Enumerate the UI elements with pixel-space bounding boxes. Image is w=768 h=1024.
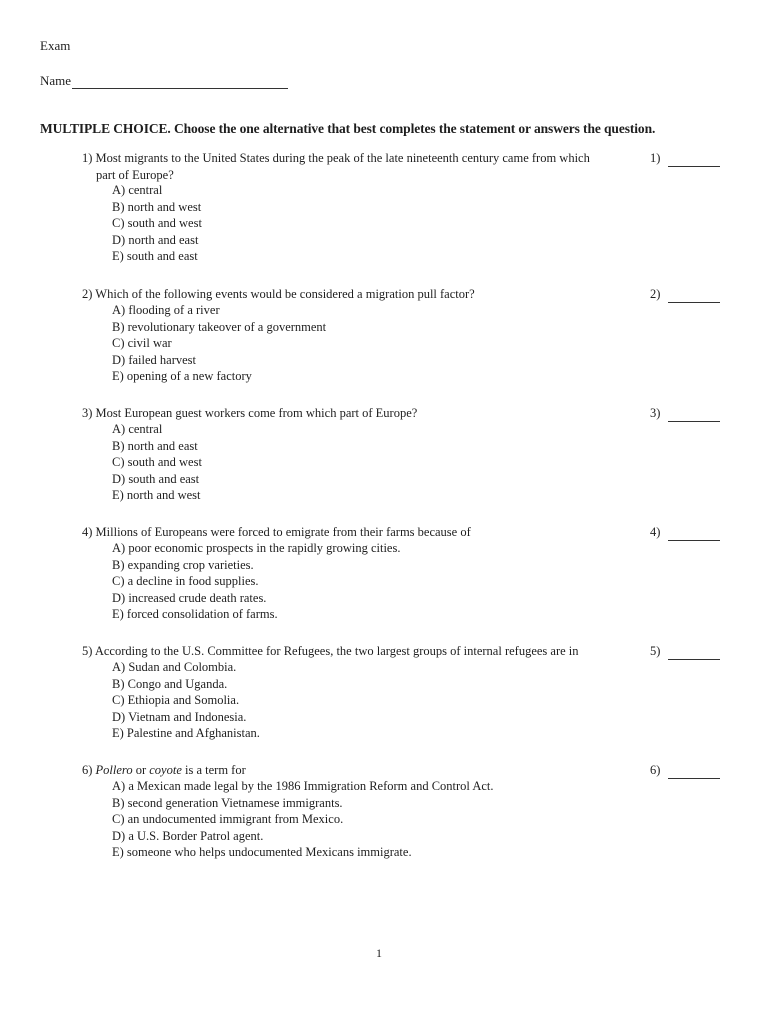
answer-number: 6) (650, 763, 661, 777)
choice-e[interactable]: E) someone who helps undocumented Mexicans immigrate. (112, 845, 412, 860)
choice-list (112, 540, 400, 623)
choice-list (112, 778, 494, 861)
choice-c[interactable]: C) civil war (112, 336, 172, 351)
name-label: Name (40, 73, 72, 88)
question-stem-line: 4) Millions of Europeans were forced to emigrate from their farms because of (82, 525, 471, 539)
choice-a[interactable]: A) central (112, 422, 163, 436)
choice-b[interactable]: B) Congo and Uganda. (112, 676, 228, 691)
name-row (40, 73, 288, 89)
choice-list (112, 182, 202, 265)
choice-d[interactable]: D) north and east (112, 232, 199, 247)
choice-list (112, 659, 260, 742)
choice-a[interactable]: A) flooding of a river (112, 303, 220, 317)
answer-number: 1) (650, 151, 661, 165)
choice-c[interactable]: C) south and west (112, 216, 202, 231)
choice-c[interactable]: C) an undocumented immigrant from Mexico. (112, 812, 344, 827)
answer-line[interactable] (668, 766, 720, 779)
answer-number: 4) (650, 525, 661, 539)
choice-d[interactable]: D) failed harvest (112, 352, 196, 367)
choice-list (112, 421, 202, 504)
term-coyote: coyote (149, 763, 182, 777)
answer-line[interactable] (668, 154, 720, 167)
choice-e[interactable]: E) Palestine and Afghanistan. (112, 726, 260, 741)
question-stem-line: 5) According to the U.S. Committee for Refugees, the two largest groups of internal refugees are in (82, 644, 579, 658)
choice-b[interactable]: B) expanding crop varieties. (112, 557, 254, 572)
answer-line[interactable] (668, 290, 720, 303)
question-stem (82, 643, 642, 660)
choice-list (112, 302, 326, 385)
choice-d[interactable]: D) Vietnam and Indonesia. (112, 709, 247, 724)
answer-number: 2) (650, 287, 661, 301)
choice-a[interactable]: A) Sudan and Colombia. (112, 660, 237, 674)
answer-number: 3) (650, 406, 661, 420)
question-stem (82, 762, 642, 779)
section-instructions: MULTIPLE CHOICE. Choose the one alternative that best completes the statement or answers the question. (40, 121, 656, 136)
question-stem-line: 2) Which of the following events would be considered a migration pull factor? (82, 287, 475, 301)
choice-e[interactable]: E) forced consolidation of farms. (112, 607, 278, 622)
question-stem (82, 405, 642, 422)
question-stem (82, 150, 642, 183)
choice-c[interactable]: C) Ethiopia and Somolia. (112, 693, 240, 708)
choice-c[interactable]: C) south and west (112, 455, 202, 470)
choice-e[interactable]: E) opening of a new factory (112, 369, 252, 384)
question-stem-suffix: is a term for (181, 763, 246, 777)
answer-number: 5) (650, 644, 661, 658)
question-stem-continuation: part of Europe? (96, 167, 174, 182)
choice-d[interactable]: D) a U.S. Border Patrol agent. (112, 828, 264, 843)
choice-b[interactable]: B) north and west (112, 199, 202, 214)
choice-a[interactable]: A) central (112, 183, 163, 197)
choice-b[interactable]: B) second generation Vietnamese immigrants. (112, 795, 343, 810)
question-stem-or: or (132, 763, 150, 777)
choice-b[interactable]: B) north and east (112, 438, 198, 453)
page-number: 1 (376, 946, 382, 960)
question-stem-line: 3) Most European guest workers come from which part of Europe? (82, 406, 418, 420)
choice-e[interactable]: E) north and west (112, 488, 201, 503)
choice-e[interactable]: E) south and east (112, 249, 198, 264)
question-stem (82, 286, 642, 303)
question-stem-line: 1) Most migrants to the United States during the peak of the late nineteenth century came from which (82, 151, 590, 165)
choice-a[interactable]: A) poor economic prospects in the rapidly growing cities. (112, 541, 401, 555)
question-stem (82, 524, 642, 541)
answer-blank (650, 405, 720, 422)
answer-blank (650, 150, 720, 167)
term-pollero: Pollero (95, 763, 133, 777)
choice-a[interactable]: A) a Mexican made legal by the 1986 Immigration Reform and Control Act. (112, 779, 494, 793)
choice-c[interactable]: C) a decline in food supplies. (112, 574, 259, 589)
choice-d[interactable]: D) south and east (112, 471, 200, 486)
choice-d[interactable]: D) increased crude death rates. (112, 590, 267, 605)
answer-blank (650, 286, 720, 303)
answer-line[interactable] (668, 528, 720, 541)
answer-blank (650, 524, 720, 541)
exam-label: Exam (40, 38, 71, 53)
name-field[interactable] (72, 75, 288, 89)
answer-line[interactable] (668, 647, 720, 660)
answer-blank (650, 762, 720, 779)
answer-blank (650, 643, 720, 660)
choice-b[interactable]: B) revolutionary takeover of a government (112, 319, 327, 334)
answer-line[interactable] (668, 409, 720, 422)
question-stem-prefix: 6) (82, 763, 96, 777)
